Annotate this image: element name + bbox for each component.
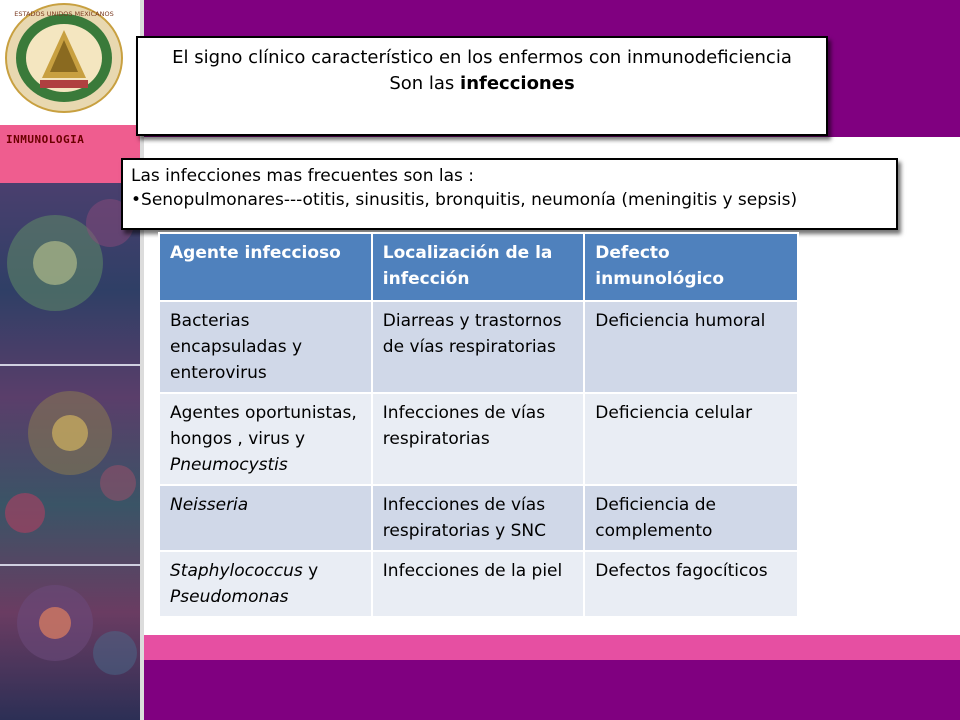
intro-line-2 (123, 188, 896, 212)
cell-defect: Defectos fagocíticos (584, 551, 798, 617)
header-agent: Agente infeccioso (159, 233, 372, 301)
cell-agent (159, 551, 372, 617)
cell-agent (159, 393, 372, 485)
cell-site: Diarreas y trastornos de vías respiratorias (372, 301, 584, 393)
course-label: INMUNOLOGIA (6, 133, 85, 146)
title-box (136, 36, 828, 136)
intro-line-2-text: Senopulmonares---otitis, sinusitis, bronquitis, neumonía (meningitis y sepsis) (141, 190, 798, 210)
table-row (159, 393, 798, 485)
bottom-purple-band (144, 660, 960, 720)
header-site: Localización de la infección (372, 233, 584, 301)
cell-defect: Deficiencia humoral (584, 301, 798, 393)
cell-agent-italic-2: Pseudomonas (170, 587, 289, 607)
table-row (159, 485, 798, 551)
logo-text: ESTADOS UNIDOS MEXICANOS (14, 10, 114, 18)
cell-site: Infecciones de la piel (372, 551, 584, 617)
bottom-pink-band (144, 635, 960, 661)
cell-agent-italic: Pneumocystis (170, 455, 288, 475)
cell-agent-text: y (302, 561, 319, 581)
bullet: • (131, 190, 142, 210)
cell-agent: Neisseria (159, 485, 372, 551)
cell-defect: Deficiencia celular (584, 393, 798, 485)
table-row (159, 551, 798, 617)
cell-agent-text: Agentes oportunistas, hongos , virus y (170, 403, 357, 449)
coat-of-arms-logo (0, 0, 140, 125)
cell-agent: Bacterias encapsuladas y enterovirus (159, 301, 372, 393)
intro-line-1: Las infecciones mas frecuentes son las : (131, 166, 475, 186)
title-line-2 (138, 71, 826, 97)
cell-agent-italic: Staphylococcus (170, 561, 303, 581)
cell-defect: Deficiencia de complemento (584, 485, 798, 551)
title-line-2-bold: infecciones (460, 73, 575, 94)
infections-table (158, 232, 799, 618)
cells-image (0, 183, 140, 720)
header-defect: Defecto inmunológico (584, 233, 798, 301)
cell-site: Infecciones de vías respiratorias (372, 393, 584, 485)
title-line-2-prefix: Son las (389, 73, 461, 94)
cell-site: Infecciones de vías respiratorias y SNC (372, 485, 584, 551)
title-line-1: El signo clínico característico en los enfermos con inmunodeficiencia (172, 47, 792, 68)
table-header-row (159, 233, 798, 301)
logo-area (0, 0, 140, 125)
intro-box (121, 158, 898, 230)
table-row (159, 301, 798, 393)
